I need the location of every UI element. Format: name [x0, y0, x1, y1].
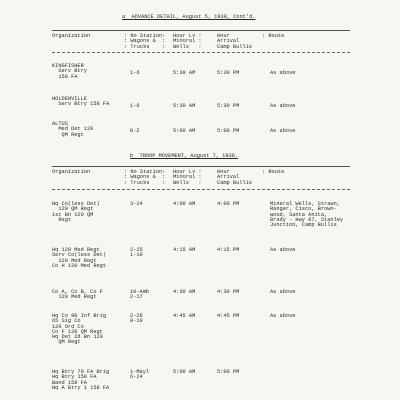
table-row-lv: 4:45 AM	[173, 313, 196, 319]
table-row-arr: 5:30 PM	[217, 103, 240, 109]
table-row-lv: 5:30 AM	[173, 103, 196, 109]
table-row-no: 3-24	[130, 201, 143, 207]
table-row-rt: As above	[270, 70, 296, 76]
table-row-arr: 4:30 PM	[217, 289, 240, 295]
table-row-arr: 4:15 PM	[217, 247, 240, 253]
table-row-no: 1-6	[130, 70, 140, 76]
table-row-rt: As above	[270, 128, 296, 134]
header-dash	[52, 52, 350, 53]
header-rule	[52, 30, 350, 31]
section-a-title: a ADVANCE DETAIL, August 5, 1938, Cont'd.	[122, 14, 256, 20]
table-row-arr: 4:45 PM	[217, 313, 240, 319]
col-route: : Route	[262, 169, 285, 175]
table-row-org: KINGFISHER Serv Btry 158 FA	[52, 63, 87, 80]
table-row-no: 1-6	[130, 103, 140, 109]
table-row-org: Co A, Co B, Co F 120 Med Regt	[52, 289, 103, 301]
col-route: : Route	[262, 33, 285, 39]
table-row-lv: 4:00 AM	[173, 201, 196, 207]
table-row-rt: As above	[270, 103, 296, 109]
table-row-org: Hq Co(less Det) 120 QM Regt 1st Bn 120 QM Regt	[52, 201, 100, 223]
col-organization: Organization	[52, 169, 91, 175]
table-row-no: 2-28 8-19	[130, 313, 143, 325]
table-row-no: 10-Amb 2-17	[130, 289, 150, 301]
col-arrival: Hour Arrival Camp Bullis	[217, 33, 252, 50]
table-row-org: ALTUS Med Det 120 QM Regt	[52, 121, 94, 138]
table-row-rt: As above	[270, 313, 296, 319]
table-row-org: HOLDENVILLE Serv Btry 158 FA	[52, 96, 110, 108]
table-row-org: Hq Btry 70 FA Brig Hq Btry 158 FA Band 158 FA Hq A Btry 1 158 FA	[52, 369, 110, 391]
table-row-no: 0-2	[130, 128, 140, 134]
table-row-lv: 4:15 AM	[173, 247, 196, 253]
table-row-lv: 5:00 AM	[173, 369, 196, 375]
col-organization: Organization	[52, 33, 91, 39]
table-row-lv: 5:00 AM	[173, 128, 196, 134]
table-row-rt: As above	[270, 289, 296, 295]
col-wagons: : No Station: : Wagons & : : Trucks :	[124, 169, 166, 186]
table-row-arr: 4:00 PM	[217, 201, 240, 207]
col-hour-lv: Hour Lv : Minoral : Wells :	[173, 33, 202, 50]
table-row-org: Hq 120 Med Regt Serv Co(less Det) 120 Med Regt Co H 120 Med Regt	[52, 247, 107, 269]
col-arrival: Hour Arrival Camp Bullis	[217, 169, 252, 186]
table-row-arr: 5:00 PM	[217, 128, 240, 134]
col-hour-lv: Hour Lv : Minoral : Wells :	[173, 169, 202, 186]
table-row-rt: As above	[270, 247, 296, 253]
table-row-lv: 4:30 AM	[173, 289, 196, 295]
section-b-title: b TROOP MOVEMENT, August 7, 1938.	[130, 153, 239, 159]
table-row-rt: Mineral Wells, Strawn, Ranger, Cisco, Brown- wood, Santa Anita, Brady - Hwy 87, Stanley Junction, Camp Bullis	[270, 201, 344, 229]
col-wagons: : No Station: : Wagons & : : Trucks :	[124, 33, 166, 50]
table-row-no: 1-Mayl 6-24	[130, 369, 150, 381]
table-row-arr: 5:30 PM	[217, 70, 240, 76]
table-row-arr: 5:00 PM	[217, 369, 240, 375]
header-rule	[52, 166, 350, 167]
table-row-no: 2-25 1-10	[130, 247, 143, 259]
table-row-lv: 5:30 AM	[173, 70, 196, 76]
table-row-org: Hq Co 90 Inf Brig 65 Sig Co 120 Ord Co Co F 120 QM Regt Hq Det 2d Bn 120 QM Regt	[52, 313, 107, 346]
header-dash	[52, 189, 350, 190]
